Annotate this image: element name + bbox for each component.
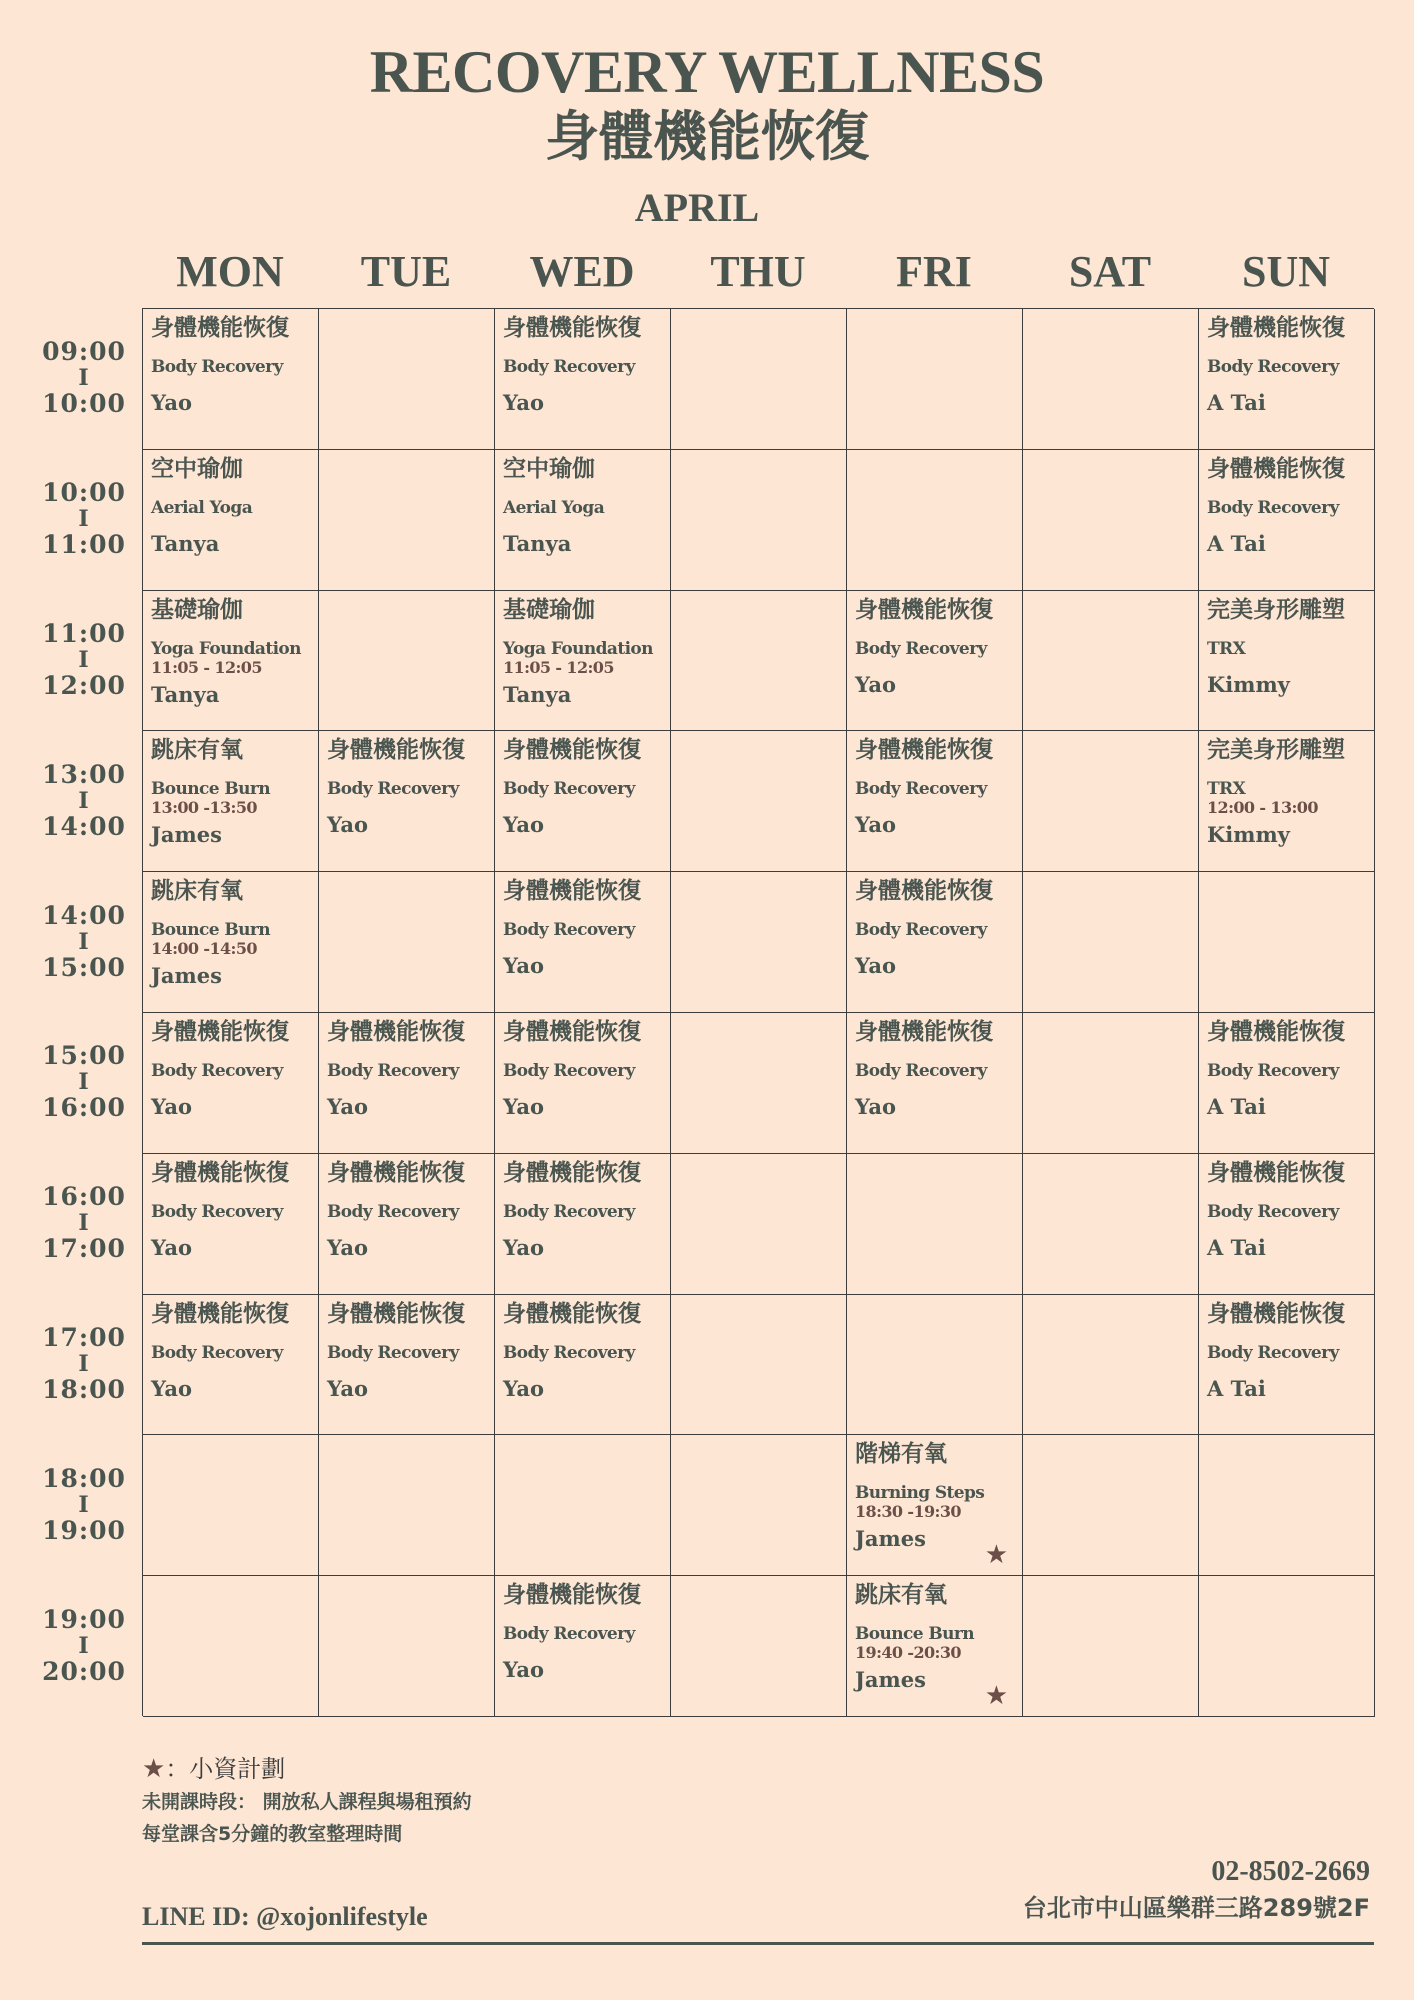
class-name-en: TRX — [1207, 638, 1246, 659]
instructor-name: A Tai — [1207, 1375, 1266, 1401]
time-start: 17:00 — [42, 1322, 126, 1352]
class-cell — [495, 731, 671, 872]
time-start: 15:00 — [42, 1041, 126, 1071]
class-name-en: Body Recovery — [1207, 357, 1339, 377]
class-name-en: Body Recovery — [1207, 1342, 1339, 1363]
class-name-zh: 空中瑜伽 — [151, 455, 243, 482]
empty-cell — [143, 1435, 319, 1576]
empty-cell — [495, 1435, 671, 1576]
class-name-zh: 身體機能恢復 — [503, 1159, 641, 1186]
class-cell — [495, 591, 671, 732]
instructor-name: Tanya — [503, 681, 572, 707]
time-end: 19:00 — [42, 1515, 126, 1545]
class-name-en: Burning Steps — [855, 1483, 985, 1504]
time-slot — [20, 1012, 148, 1153]
class-name-en: Body Recovery — [327, 1060, 459, 1081]
day-header-sat: SAT — [1068, 247, 1152, 296]
class-cell — [143, 309, 319, 450]
instructor-name: Yao — [503, 812, 544, 838]
empty-cell — [671, 1435, 847, 1576]
empty-cell — [671, 450, 847, 591]
time-separator: I — [78, 1632, 90, 1659]
class-name-zh: 身體機能恢復 — [855, 878, 993, 905]
instructor-name: A Tai — [1207, 1234, 1266, 1260]
class-cell — [847, 1013, 1023, 1154]
title-english: RECOVERY WELLNESS — [369, 39, 1045, 105]
instructor-name: Yao — [151, 1234, 192, 1260]
address: 台北市中山區樂群三路289號2F — [1022, 1894, 1370, 1922]
class-cell — [1199, 731, 1375, 872]
class-cell — [1199, 1295, 1375, 1436]
time-start: 13:00 — [42, 759, 126, 789]
time-slot — [20, 590, 148, 731]
instructor-name: Kimmy — [1207, 671, 1290, 697]
time-end: 18:00 — [42, 1374, 126, 1404]
class-name-zh: 身體機能恢復 — [327, 1018, 465, 1045]
contact-info — [1023, 1854, 1370, 1926]
instructor-name: James — [151, 963, 222, 989]
instructor-name: Yao — [327, 1093, 368, 1119]
class-name-en: Body Recovery — [151, 357, 283, 377]
empty-cell — [1023, 1576, 1199, 1717]
line-id: LINE ID: @xojonlifestyle — [142, 1902, 428, 1931]
class-name-zh: 身體機能恢復 — [327, 1300, 465, 1327]
empty-cell — [671, 1576, 847, 1717]
class-name-en: Body Recovery — [327, 1201, 459, 1222]
empty-cell — [1023, 1013, 1199, 1154]
class-cell — [143, 1154, 319, 1295]
class-cell — [495, 450, 671, 591]
class-cell — [847, 591, 1023, 732]
class-time: 13:00 -13:50 — [151, 798, 257, 818]
time-slot — [20, 730, 148, 871]
empty-cell — [847, 309, 1023, 450]
class-cell — [1199, 1154, 1375, 1295]
instructor-name: Yao — [855, 953, 896, 979]
empty-cell — [1199, 1435, 1375, 1576]
instructor-name: Tanya — [503, 530, 572, 556]
time-slot — [20, 1434, 148, 1575]
class-name-en: Body Recovery — [855, 638, 987, 659]
empty-cell — [1023, 1295, 1199, 1436]
class-name-zh: 身體機能恢復 — [503, 1300, 641, 1327]
time-separator: I — [78, 365, 90, 392]
star-icon: ★ — [984, 1540, 1008, 1571]
class-name-zh: 跳床有氧 — [151, 878, 243, 905]
class-name-en: Body Recovery — [151, 1201, 283, 1222]
class-name-zh: 身體機能恢復 — [503, 1582, 641, 1609]
class-cell — [1199, 1013, 1375, 1154]
class-cell — [319, 1013, 495, 1154]
instructor-name: Yao — [327, 1375, 368, 1401]
time-start: 14:00 — [42, 900, 126, 930]
instructor-name: Yao — [503, 1093, 544, 1119]
class-name-zh: 完美身形雕塑 — [1207, 596, 1345, 623]
class-cell — [847, 731, 1023, 872]
class-cell — [847, 1435, 1023, 1576]
instructor-name: A Tai — [1207, 390, 1266, 415]
class-time: 18:30 -19:30 — [855, 1502, 961, 1522]
legend-label: ：小資計劃 — [165, 1755, 286, 1783]
instructor-name: Yao — [503, 1234, 544, 1260]
empty-cell — [847, 450, 1023, 591]
class-name-zh: 身體機能恢復 — [503, 878, 641, 905]
instructor-name: Yao — [151, 1375, 192, 1401]
class-name-en: Body Recovery — [503, 779, 635, 800]
instructor-name: A Tai — [1207, 530, 1266, 556]
legend — [142, 1752, 472, 1786]
empty-cell — [1023, 309, 1199, 450]
class-cell — [495, 872, 671, 1013]
day-header-tue: TUE — [360, 247, 452, 296]
day-header-row — [142, 244, 1374, 300]
class-time: 14:00 -14:50 — [151, 939, 257, 959]
class-name-zh: 身體機能恢復 — [503, 1018, 641, 1045]
class-name-en: Body Recovery — [327, 1342, 459, 1363]
class-name-en: Body Recovery — [503, 920, 635, 941]
class-cell — [495, 1013, 671, 1154]
time-start: 10:00 — [42, 478, 126, 508]
class-name-zh: 身體機能恢復 — [151, 1018, 289, 1045]
class-cell — [319, 1295, 495, 1436]
instructor-name: Yao — [855, 1093, 896, 1119]
empty-cell — [1023, 872, 1199, 1013]
time-separator: I — [78, 1069, 90, 1096]
instructor-name: Yao — [503, 1375, 544, 1401]
instructor-name: Yao — [327, 812, 368, 838]
time-start: 11:00 — [42, 618, 126, 648]
class-name-en: Body Recovery — [503, 1624, 635, 1645]
time-separator: I — [78, 506, 90, 533]
class-time: 11:05 - 12:05 — [503, 657, 614, 677]
class-name-en: Body Recovery — [503, 1060, 635, 1081]
time-slot — [20, 1575, 148, 1716]
note-cleanup-time: 每堂課含5分鐘的教室整理時間 — [142, 1823, 403, 1845]
time-end: 11:00 — [42, 530, 126, 560]
empty-cell — [319, 872, 495, 1013]
class-time: 11:05 - 12:05 — [151, 657, 262, 677]
time-separator: I — [78, 1350, 90, 1377]
time-end: 15:00 — [42, 952, 126, 982]
time-slot — [20, 449, 148, 590]
month-label: APRIL — [634, 185, 760, 230]
class-cell — [143, 591, 319, 732]
class-name-zh: 跳床有氧 — [855, 1582, 947, 1609]
empty-cell — [1199, 1576, 1375, 1717]
class-name-en: Body Recovery — [151, 1060, 283, 1081]
class-cell — [319, 1154, 495, 1295]
header — [0, 40, 1414, 232]
class-name-zh: 身體機能恢復 — [503, 737, 641, 764]
empty-cell — [1023, 1435, 1199, 1576]
empty-cell — [671, 1013, 847, 1154]
class-name-en: Body Recovery — [855, 1060, 987, 1081]
class-name-en: Aerial Yoga — [151, 497, 253, 518]
class-name-zh: 身體機能恢復 — [327, 737, 465, 764]
note-open-slots: 未開課時段： 開放私人課程與場租預約 — [142, 1791, 472, 1813]
class-cell — [1199, 591, 1375, 732]
class-name-zh: 身體機能恢復 — [855, 596, 993, 623]
time-slot — [20, 871, 148, 1012]
empty-cell — [847, 1154, 1023, 1295]
day-header-mon: MON — [176, 247, 284, 296]
empty-cell — [319, 591, 495, 732]
empty-cell — [1023, 731, 1199, 872]
class-cell — [847, 872, 1023, 1013]
empty-cell — [1023, 591, 1199, 732]
time-end: 16:00 — [42, 1093, 126, 1123]
empty-cell — [319, 450, 495, 591]
class-name-en: Body Recovery — [503, 1342, 635, 1363]
title-chinese: 身體機能恢復 — [545, 105, 869, 168]
class-name-zh: 身體機能恢復 — [503, 315, 641, 341]
class-name-zh: 跳床有氧 — [151, 737, 243, 764]
day-header-sun: SUN — [1241, 247, 1331, 296]
class-name-en: Yoga Foundation — [503, 638, 653, 659]
empty-cell — [671, 309, 847, 450]
instructor-name: Yao — [503, 1657, 544, 1683]
class-cell — [143, 1013, 319, 1154]
instructor-name: James — [151, 822, 222, 848]
day-header-thu: THU — [710, 247, 806, 296]
class-name-zh: 身體機能恢復 — [1207, 1159, 1345, 1186]
class-time: 19:40 -20:30 — [855, 1643, 961, 1663]
empty-cell — [671, 591, 847, 732]
class-name-en: Body Recovery — [855, 779, 987, 800]
class-name-en: Body Recovery — [1207, 1201, 1339, 1222]
class-name-en: Body Recovery — [503, 357, 635, 377]
schedule-grid — [142, 308, 1374, 1716]
time-separator: I — [78, 928, 90, 955]
class-cell — [495, 309, 671, 450]
notes — [142, 1752, 472, 1850]
class-name-zh: 空中瑜伽 — [503, 455, 595, 482]
class-time: 12:00 - 13:00 — [1207, 798, 1318, 818]
instructor-name: James — [855, 1526, 926, 1552]
empty-cell — [671, 1154, 847, 1295]
class-name-en: Body Recovery — [151, 1342, 283, 1363]
instructor-name: Yao — [503, 953, 544, 979]
time-start: 16:00 — [42, 1182, 126, 1212]
instructor-name: Yao — [855, 671, 896, 697]
instructor-name: Yao — [151, 1093, 192, 1119]
class-name-zh: 基礎瑜伽 — [151, 596, 243, 623]
class-name-en: Body Recovery — [1207, 1060, 1339, 1081]
class-name-en: Body Recovery — [1207, 497, 1339, 518]
empty-cell — [671, 1295, 847, 1436]
class-name-en: TRX — [1207, 779, 1246, 800]
time-separator: I — [78, 1210, 90, 1237]
empty-cell — [319, 1435, 495, 1576]
instructor-name: Yao — [855, 812, 896, 838]
time-separator: I — [78, 646, 90, 673]
instructor-name: A Tai — [1207, 1093, 1266, 1119]
class-name-en: Bounce Burn — [855, 1624, 974, 1645]
time-end: 14:00 — [42, 811, 126, 841]
instructor-name: Yao — [503, 390, 544, 415]
class-name-zh: 身體機能恢復 — [151, 1159, 289, 1186]
class-name-zh: 身體機能恢復 — [1207, 455, 1345, 482]
time-end: 10:00 — [42, 389, 126, 419]
day-header-wed: WED — [529, 247, 635, 296]
empty-cell — [671, 731, 847, 872]
time-separator: I — [78, 1491, 90, 1518]
day-header-fri: FRI — [896, 247, 972, 296]
class-cell — [1199, 309, 1375, 450]
class-name-zh: 身體機能恢復 — [1207, 1018, 1345, 1045]
instructor-name: Yao — [327, 1234, 368, 1260]
class-name-zh: 基礎瑜伽 — [503, 596, 595, 623]
empty-cell — [1023, 450, 1199, 591]
class-name-zh: 階梯有氧 — [855, 1441, 947, 1468]
class-cell — [143, 1295, 319, 1436]
class-name-zh: 身體機能恢復 — [1207, 1300, 1345, 1327]
class-name-zh: 完美身形雕塑 — [1207, 737, 1345, 764]
class-cell — [1199, 450, 1375, 591]
time-separator: I — [78, 787, 90, 814]
class-name-en: Aerial Yoga — [503, 497, 605, 518]
empty-cell — [319, 1576, 495, 1717]
class-name-zh: 身體機能恢復 — [1207, 315, 1345, 341]
star-icon: ★ — [142, 1754, 166, 1784]
class-cell — [143, 450, 319, 591]
class-name-en: Bounce Burn — [151, 779, 270, 800]
class-name-zh: 身體機能恢復 — [151, 315, 289, 341]
empty-cell — [671, 872, 847, 1013]
time-start: 19:00 — [42, 1604, 126, 1634]
class-name-zh: 身體機能恢復 — [151, 1300, 289, 1327]
class-name-en: Body Recovery — [327, 779, 459, 800]
class-name-en: Body Recovery — [503, 1201, 635, 1222]
empty-cell — [1199, 872, 1375, 1013]
star-icon: ★ — [984, 1680, 1008, 1711]
empty-cell — [1023, 1154, 1199, 1295]
phone-number: 02-8502-2669 — [1211, 1856, 1370, 1887]
time-slot — [20, 308, 148, 449]
class-name-en: Bounce Burn — [151, 920, 270, 941]
empty-cell — [319, 309, 495, 450]
class-name-zh: 身體機能恢復 — [855, 1018, 993, 1045]
time-end: 12:00 — [42, 670, 126, 700]
time-end: 20:00 — [42, 1656, 126, 1686]
time-slot — [20, 1153, 148, 1294]
class-name-en: Body Recovery — [855, 920, 987, 941]
instructor-name: James — [855, 1667, 926, 1693]
class-cell — [495, 1295, 671, 1436]
time-end: 17:00 — [42, 1234, 126, 1264]
class-cell — [495, 1154, 671, 1295]
instructor-name: Tanya — [151, 681, 220, 707]
class-cell — [143, 872, 319, 1013]
class-name-zh: 身體機能恢復 — [327, 1159, 465, 1186]
class-cell — [143, 731, 319, 872]
instructor-name: Tanya — [151, 530, 220, 556]
class-cell — [319, 731, 495, 872]
class-name-en: Yoga Foundation — [151, 638, 301, 659]
instructor-name: Yao — [151, 390, 192, 415]
time-column — [20, 308, 148, 1716]
time-start: 18:00 — [42, 1463, 126, 1493]
class-name-zh: 身體機能恢復 — [855, 737, 993, 764]
time-start: 09:00 — [42, 337, 126, 367]
empty-cell — [143, 1576, 319, 1717]
class-cell — [847, 1576, 1023, 1717]
footer-divider — [142, 1942, 1374, 1945]
time-slot — [20, 1294, 148, 1435]
instructor-name: Kimmy — [1207, 822, 1290, 848]
class-cell — [495, 1576, 671, 1717]
empty-cell — [847, 1295, 1023, 1436]
